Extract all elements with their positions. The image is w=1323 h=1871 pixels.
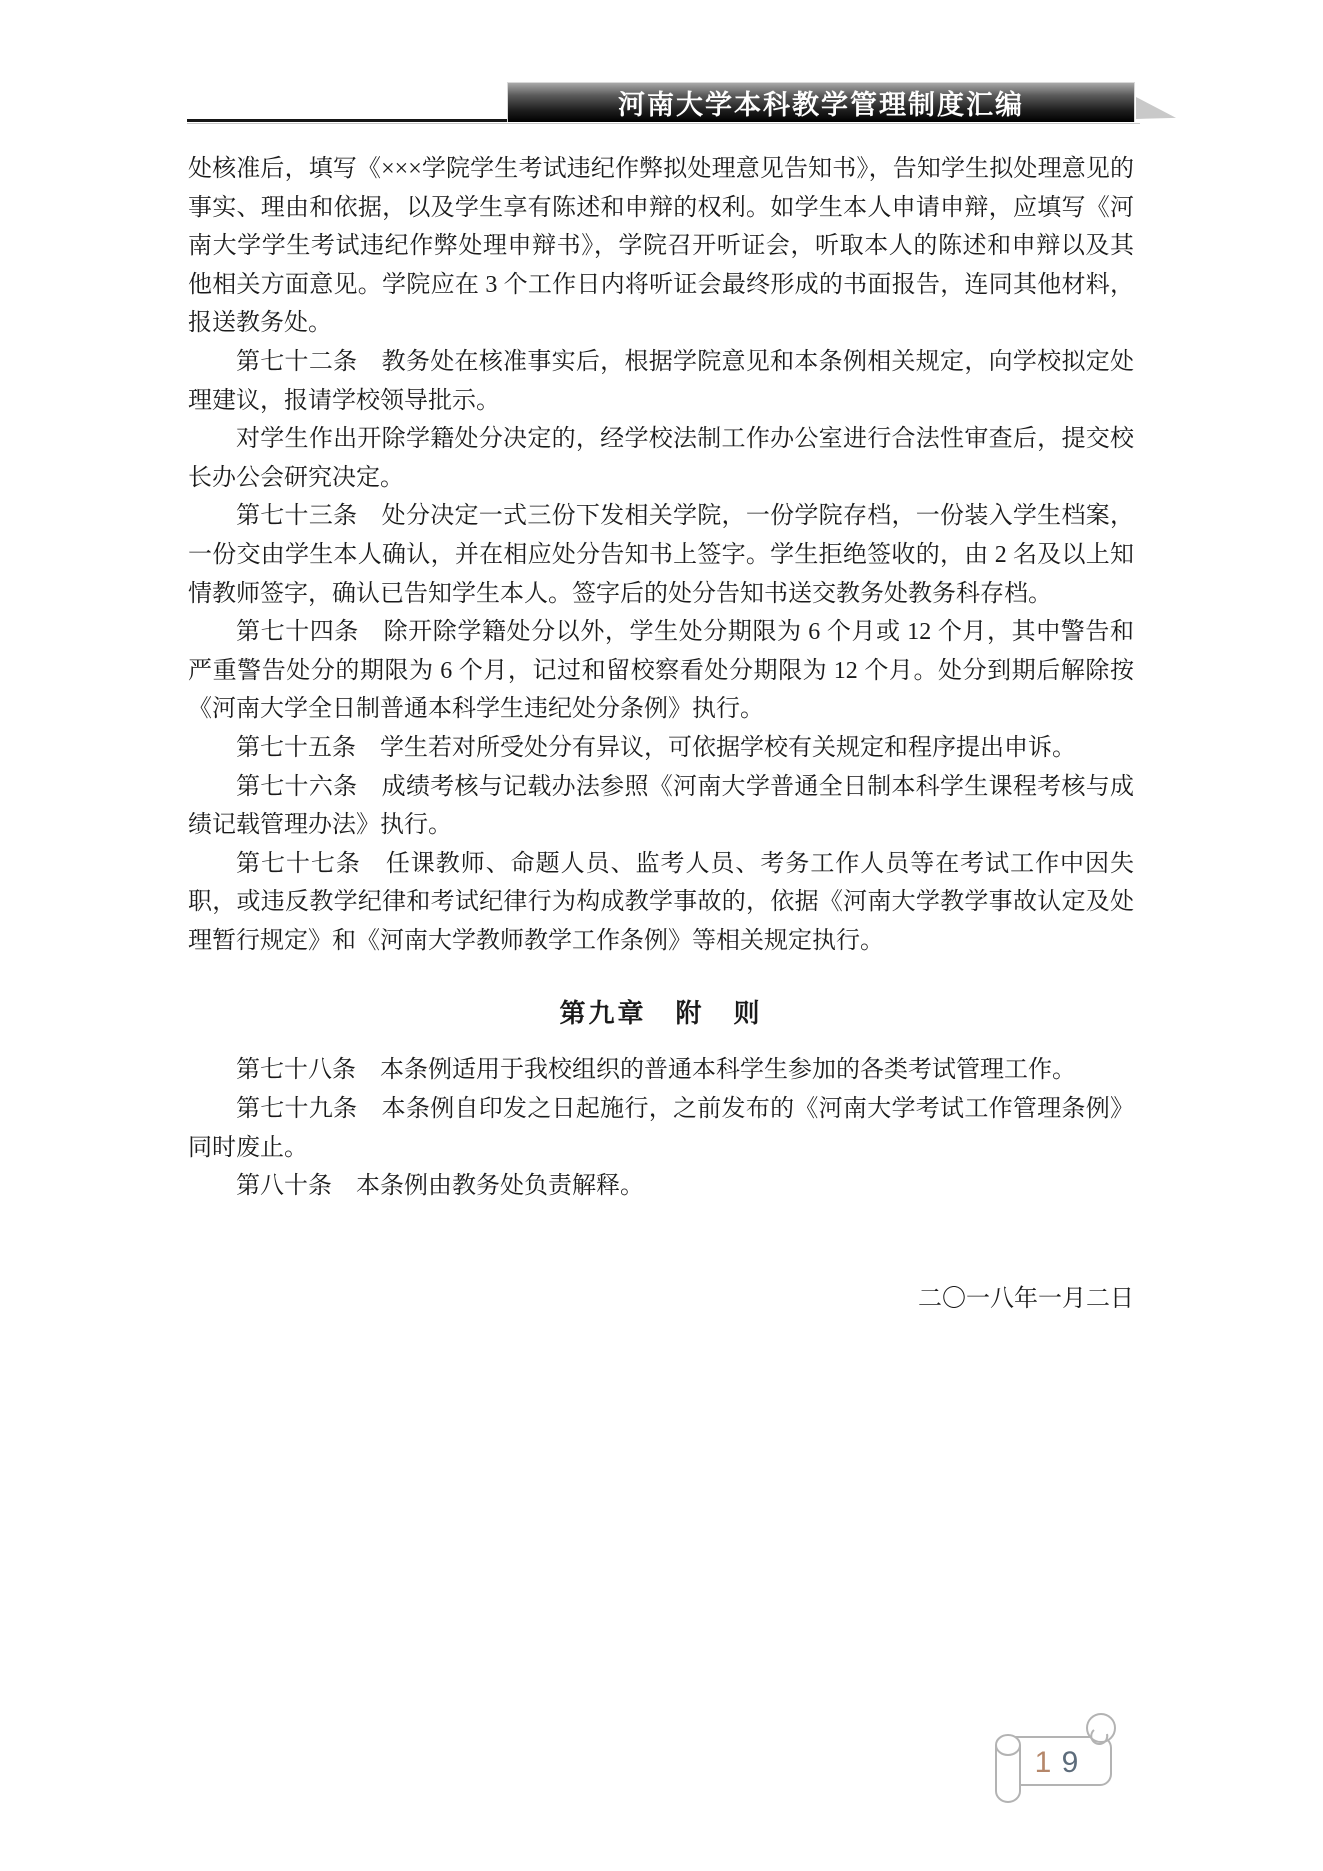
body-paragraph: 第七十四条 除开除学籍处分以外，学生处分期限为 6 个月或 12 个月，其中警告和严重警告处分的期限为 6 个月，记过和留校察看处分期限为 12 个月。处分到期后解除按《河南大学全日制普通本科学生违纪处分条例》执行。 bbox=[188, 619, 1134, 723]
scroll-bottom-roll-top bbox=[996, 1735, 1020, 1755]
chapter-heading: 第九章 附 则 bbox=[559, 998, 763, 1029]
header-banner bbox=[507, 82, 1135, 122]
scroll-icon bbox=[993, 1712, 1120, 1807]
page-number-digit: 1 bbox=[1034, 1746, 1053, 1779]
body-paragraph: 第七十三条 处分决定一式三份下发相关学院，一份学院存档，一份装入学生档案，一份交由学生本人确认，并在相应处分告知书上签字。学生拒绝签收的，由 2 名及以上知情教师签字，确认已告知学生本人。签字后的处分告知书送交教务处教务科存档。 bbox=[188, 503, 1134, 607]
date-line: 二〇一八年一月二日 bbox=[918, 1285, 1134, 1312]
body-paragraph: 第七十六条 成绩考核与记载办法参照《河南大学普通全日制本科学生课程考核与成绩记载管理办法》执行。 bbox=[188, 773, 1134, 839]
page-number-digit: 9 bbox=[1061, 1746, 1080, 1779]
page-number bbox=[1035, 1746, 1080, 1779]
header-rule-line bbox=[187, 119, 507, 122]
body-paragraph: 第七十九条 本条例自印发之日起施行，之前发布的《河南大学考试工作管理条例》同时废止。 bbox=[188, 1096, 1134, 1161]
header-title: 河南大学本科教学管理制度汇编 bbox=[618, 90, 1024, 120]
body-paragraph: 第七十八条 本条例适用于我校组织的普通本科学生参加的各类考试管理工作。 bbox=[236, 1057, 1076, 1084]
body-paragraph: 对学生作出开除学籍处分决定的，经学校法制工作办公室进行合法性审查后，提交校长办公会研究决定。 bbox=[188, 426, 1134, 491]
body-paragraph: 第七十二条 教务处在核准事实后，根据学院意见和本条例相关规定，向学校拟定处理建议，报请学校领导批示。 bbox=[188, 348, 1134, 414]
body-paragraph: 第七十七条 任课教师、命题人员、监考人员、考务工作人员等在考试工作中因失职，或违反教学纪律和考试纪律行为构成教学事故的，依据《河南大学教学事故认定及处理暂行规定》和《河南大学教师教学工作条例》等相关规定执行。 bbox=[188, 850, 1134, 954]
header-arrow-icon bbox=[1136, 97, 1176, 119]
body-paragraph: 处核准后，填写《×××学院学生考试违纪作弊拟处理意见告知书》，告知学生拟处理意见的事实、理由和依据，以及学生享有陈述和申辩的权利。如学生本人申请申辩，应填写《河南大学学生考试违纪作弊处理申辩书》，学院召开听证会，听取本人的陈述和申辩以及其他相关方面意见。学院应在 3 个工作日内将听证会最终形成的书面报告，连同其他材料，报送教务处。 bbox=[188, 156, 1134, 337]
body-paragraph: 第七十五条 学生若对所受处分有异议，可依据学校有关规定和程序提出申诉。 bbox=[236, 734, 1076, 761]
document-body bbox=[188, 150, 1134, 1318]
page-number-scroll bbox=[993, 1712, 1120, 1807]
body-paragraph: 第八十条 本条例由教务处负责解释。 bbox=[236, 1173, 644, 1200]
header-thin-underline bbox=[187, 123, 1140, 124]
